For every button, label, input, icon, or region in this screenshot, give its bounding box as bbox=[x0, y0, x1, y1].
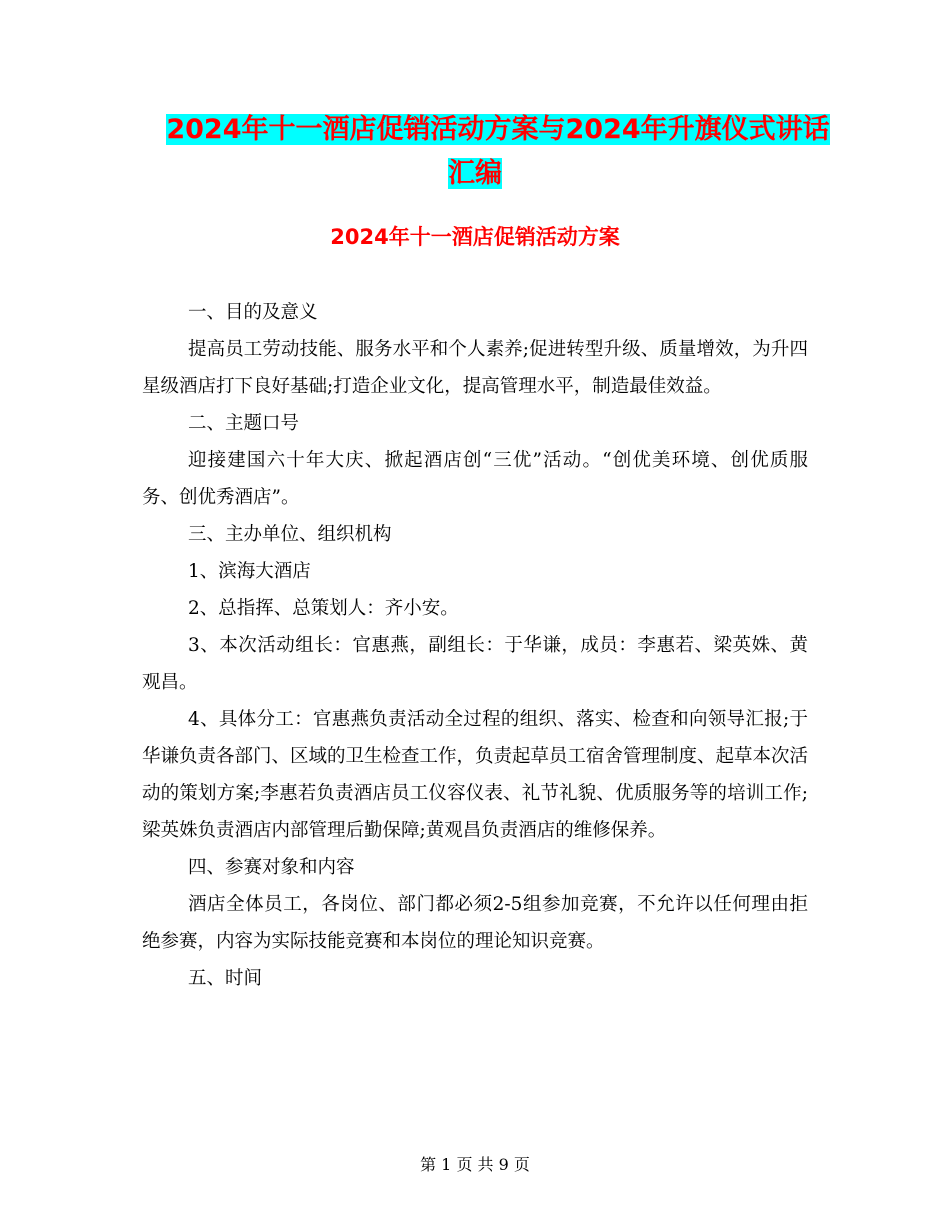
document-body bbox=[142, 294, 808, 997]
paragraph-participants: 酒店全体员工，各岗位、部门都必须2-5组参加竞赛，不允许以任何理由拒绝参赛，内容为实际技能竞赛和本岗位的理论知识竞赛。 bbox=[142, 894, 808, 952]
paragraph-slogan: 迎接建国六十年大庆、掀起酒店创“三优”活动。“创优美环境、创优质服务、创优秀酒店”。 bbox=[142, 450, 808, 508]
document-title-line2: 汇编 bbox=[448, 158, 502, 189]
list-item-team: 3、本次活动组长：官惠燕，副组长：于华谦，成员：李惠若、梁英姝、黄观昌。 bbox=[142, 635, 808, 693]
heading-organizer: 三、主办单位、组织机构 bbox=[188, 524, 392, 545]
heading-purpose: 一、目的及意义 bbox=[188, 302, 318, 323]
list-item-division: 4、具体分工：官惠燕负责活动全过程的组织、落实、检查和向领导汇报;于华谦负责各部门、区域的卫生检查工作，负责起草员工宿舍管理制度、起草本次活动的策划方案;李惠若负责酒店员工仪容仪表、礼节礼貌、优质服务等的培训工作;梁英姝负责酒店内部管理后勤保障;黄观昌负责酒店的维修保养。 bbox=[142, 709, 809, 841]
list-item-commander: 2、总指挥、总策划人：齐小安。 bbox=[188, 598, 459, 619]
heading-slogan: 二、主题口号 bbox=[188, 413, 300, 434]
heading-time: 五、时间 bbox=[188, 968, 263, 989]
list-item-hotel: 1、滨海大酒店 bbox=[188, 561, 311, 582]
paragraph-purpose: 提高员工劳动技能、服务水平和个人素养;促进转型升级、质量增效，为升四星级酒店打下良好基础;打造企业文化，提高管理水平，制造最佳效益。 bbox=[142, 339, 808, 397]
document-title bbox=[0, 108, 950, 196]
document-title-line1: 2024年十一酒店促销活动方案与2024年升旗仪式讲话 bbox=[166, 114, 830, 145]
section-title: 2024年十一酒店促销活动方案 bbox=[330, 225, 620, 249]
page-footer: 第 1 页 共 9 页 bbox=[420, 1155, 530, 1174]
heading-participants: 四、参赛对象和内容 bbox=[188, 857, 355, 878]
